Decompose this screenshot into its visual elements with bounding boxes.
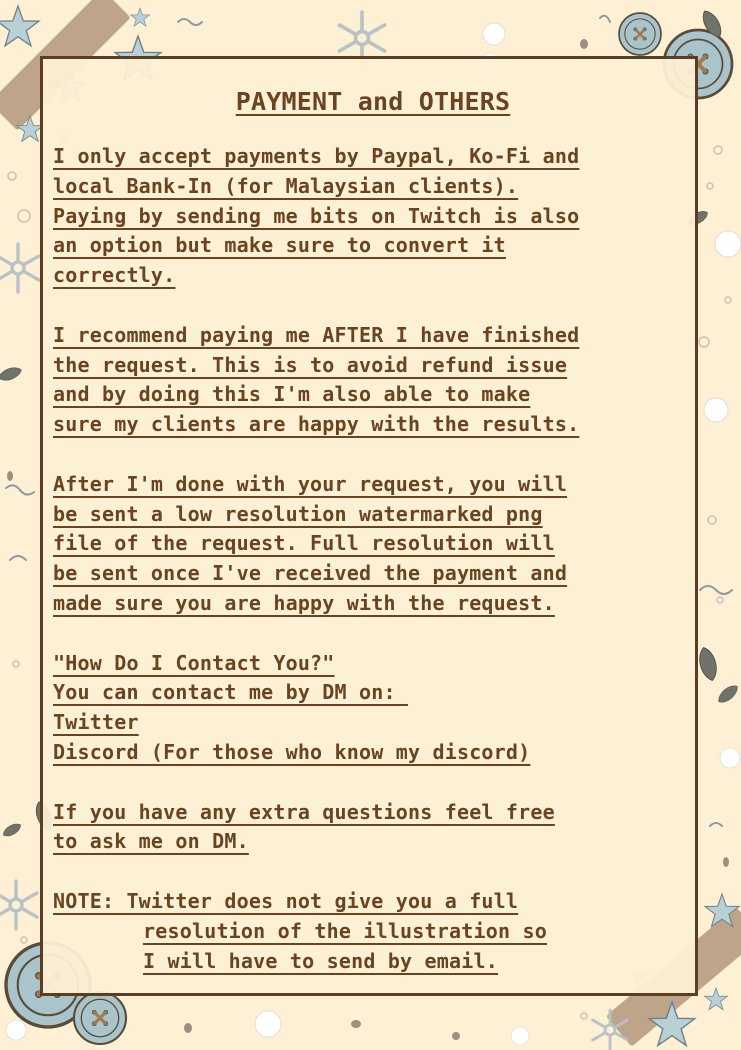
text-line: and by doing this I'm also able to make (53, 382, 531, 407)
payment-methods-paragraph (53, 142, 703, 291)
text-line: be sent once I've received the payment and (53, 561, 568, 586)
text-line: I recommend paying me AFTER I have finished (53, 322, 580, 347)
text-line: If you have any extra questions feel free (53, 799, 555, 824)
text-line: correctly. (53, 263, 176, 288)
contact-twitter: Twitter (53, 710, 139, 735)
note-line: I will have to send by email. (143, 948, 498, 973)
note-paragraph (53, 887, 703, 976)
text-line: local Bank-In (for Malaysian clients). (53, 173, 519, 198)
text-line: You can contact me by DM on: (53, 680, 408, 705)
page-title-text: PAYMENT and OTHERS (235, 87, 511, 116)
text-line: file of the request. Full resolution will (53, 531, 555, 556)
note-line: NOTE: Twitter does not give you a full (53, 888, 519, 913)
text-line: After I'm done with your request, you will (53, 471, 568, 496)
payment-timing-paragraph (53, 321, 703, 440)
text-line: be sent a low resolution watermarked png (53, 501, 543, 526)
text-line: Paying by sending me bits on Twitch is also (53, 203, 580, 228)
contact-discord: Discord (For those who know my discord) (53, 739, 531, 764)
text-line: to ask me on DM. (53, 829, 249, 854)
delivery-paragraph (53, 470, 703, 619)
text-line: made sure you are happy with the request. (53, 590, 555, 615)
contact-heading: "How Do I Contact You?" (53, 650, 335, 675)
text-line: sure my clients are happy with the results. (53, 412, 580, 437)
questions-paragraph (53, 798, 703, 858)
document-body (53, 86, 703, 976)
text-line: an option but make sure to convert it (53, 233, 506, 258)
text-line: the request. This is to avoid refund issue (53, 352, 568, 377)
note-line: resolution of the illustration so (143, 918, 547, 943)
text-line: I only accept payments by Paypal, Ko-Fi and (53, 144, 580, 168)
page-title (53, 86, 703, 118)
contact-paragraph (53, 649, 703, 768)
